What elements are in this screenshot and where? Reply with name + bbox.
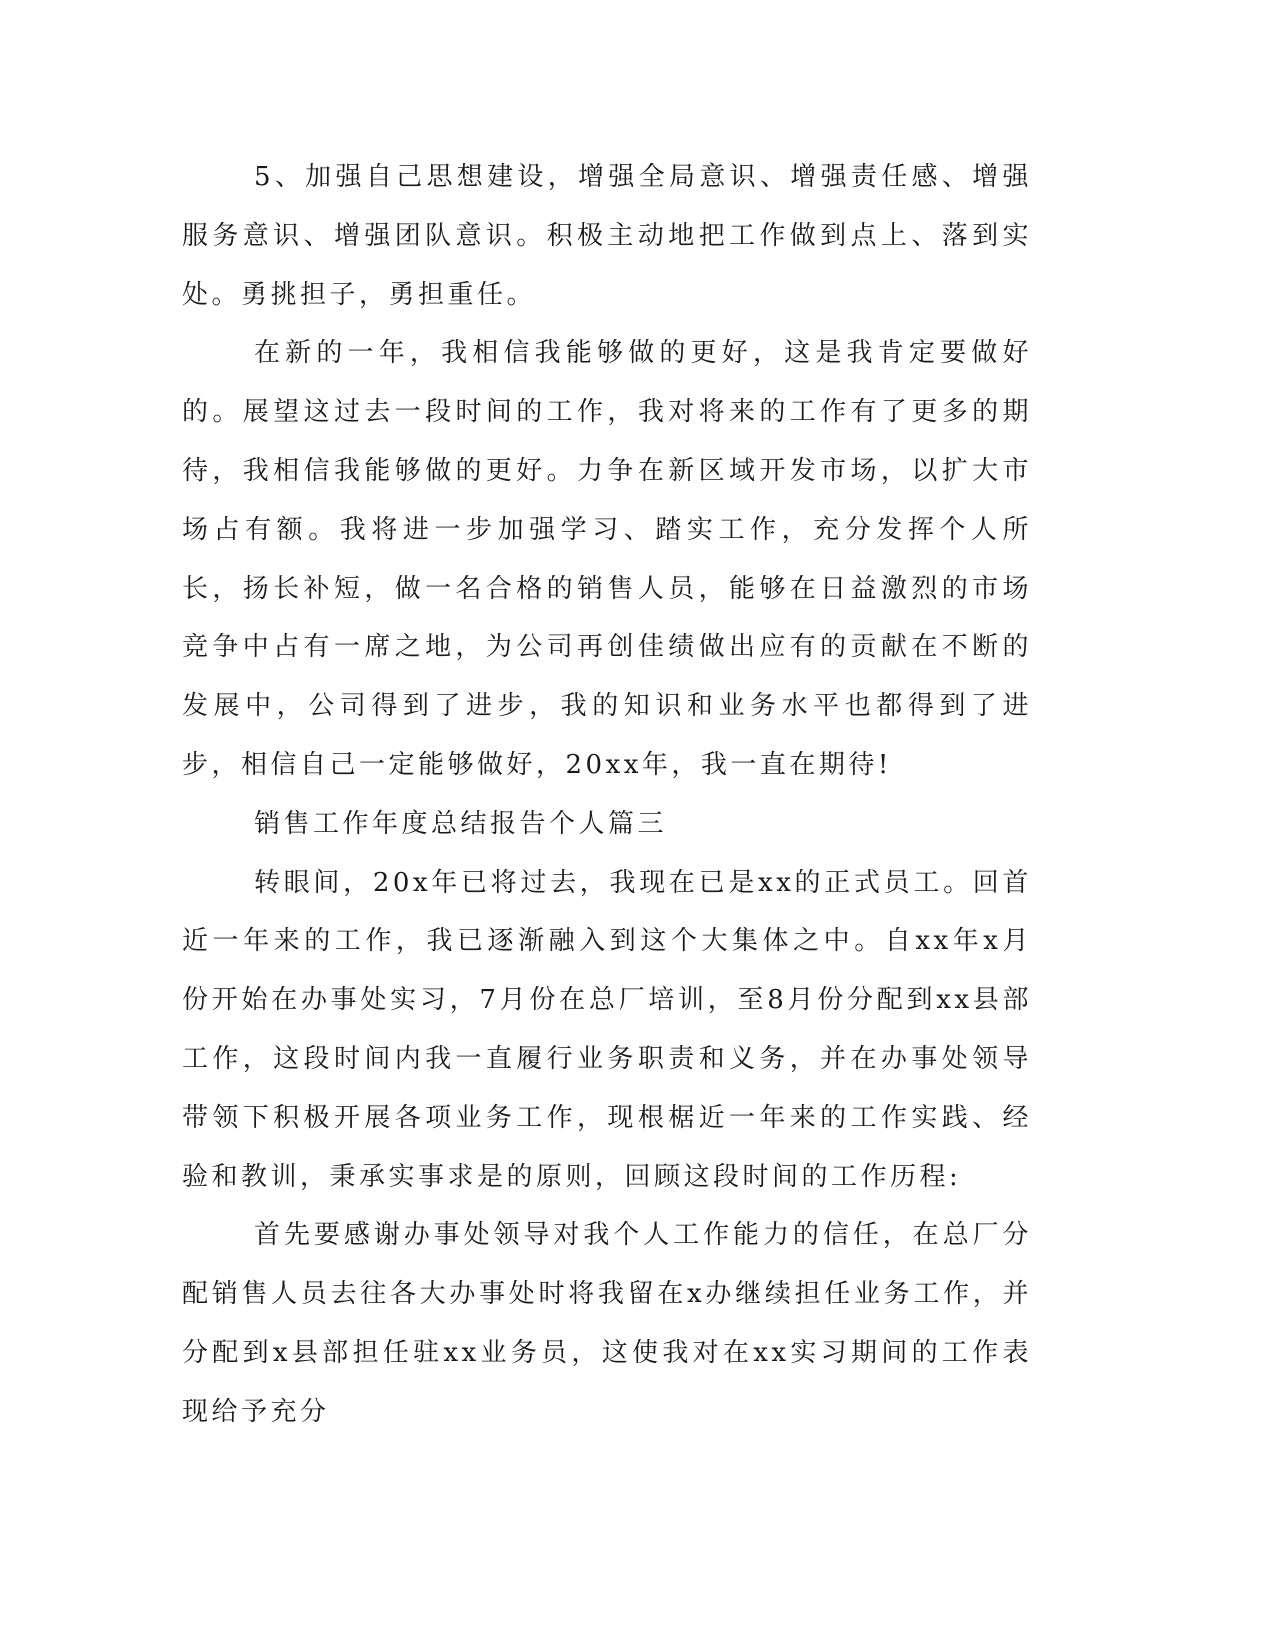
- document-page: [182, 148, 1032, 1442]
- paragraph-strengthen-ideology: 5、加强自己思想建设，增强全局意识、增强责任感、增强服务意识、增强团队意识。积极主动地把工作做到点上、落到实处。勇挑担子，勇担重任。: [182, 162, 1032, 310]
- paragraph-year-review: 转眼间，20x年已将过去，我现在已是xx的正式员工。回首近一年来的工作，我已逐渐融入到这个大集体之中。自xx年x月份开始在办事处实习，7月份在总厂培训，至8月份分配到xx县部工作，这段时间内我一直履行业务职责和义务，并在办事处领导带领下积极开展各项业务工作，现根椐近一年来的工作实践、经验和教训，秉承实事求是的原则，回顾这段时间的工作历程:: [182, 867, 1032, 1192]
- section-heading: 销售工作年度总结报告个人篇三: [254, 808, 668, 839]
- paragraph-thanks-leadership: 首先要感谢办事处领导对我个人工作能力的信任，在总厂分配销售人员去往各大办事处时将我留在x办继续担任业务工作，并分配到x县部担任驻xx业务员，这使我对在xx实习期间的工作表现给予充分: [182, 1220, 1032, 1427]
- paragraph-new-year-outlook: 在新的一年，我相信我能够做的更好，这是我肯定要做好的。展望这过去一段时间的工作，我对将来的工作有了更多的期待，我相信我能够做的更好。力争在新区域开发市场，以扩大市场占有额。我将进一步加强学习、踏实工作，充分发挥个人所长，扬长补短，做一名合格的销售人员，能够在日益激烈的市场竞争中占有一席之地，为公司再创佳绩做出应有的贡献在不断的发展中，公司得到了进步，我的知识和业务水平也都得到了进步，相信自己一定能够做好，20xx年，我一直在期待!: [182, 338, 1032, 780]
